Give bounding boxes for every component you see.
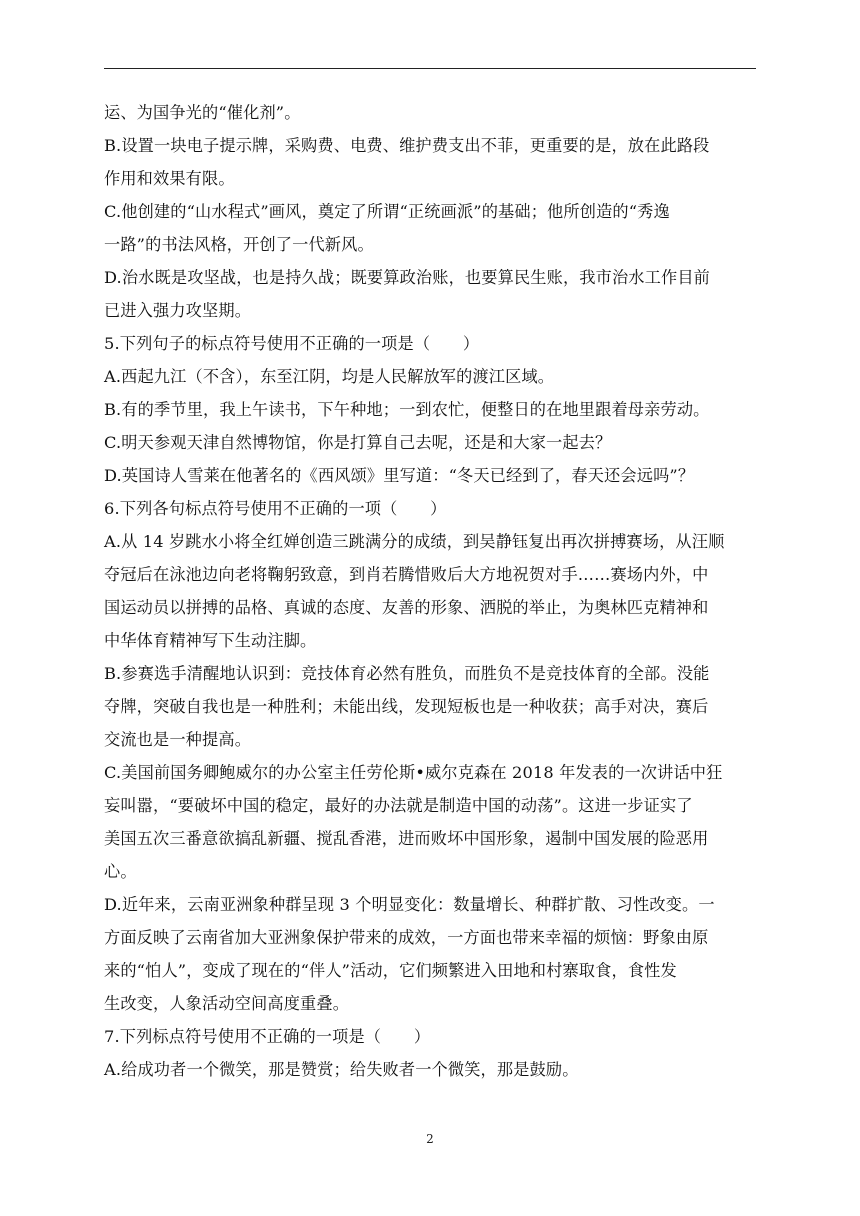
text-line: 国运动员以拼搏的品格、真诚的态度、友善的形象、洒脱的举止，为奥林匹克精神和 [104, 598, 709, 617]
question-5-option-a: A.西起九江（不含），东至江阴，均是人民解放军的渡江区域。 [104, 367, 555, 386]
text-line: 方面反映了云南省加大亚洲象保护带来的成效，一方面也带来幸福的烦恼：野象由原 [104, 928, 709, 947]
question-6-option-c: C.美国前国务卿鲍威尔的办公室主任劳伦斯•威尔克森在 2018 年发表的一次讲话中狂 [104, 763, 723, 782]
text-line: 中华体育精神写下生动注脚。 [104, 631, 317, 650]
text-line: 运、为国争光的“催化剂”。 [104, 103, 301, 122]
text-line: 交流也是一种提高。 [104, 730, 252, 749]
text-line: 来的“怕人”，变成了现在的“伴人”活动，它们频繁进入田地和村寨取食，食性发 [104, 961, 677, 980]
document-body [104, 96, 760, 1086]
question-6-option-d: D.近年来，云南亚洲象种群呈现 3 个明显变化：数量增长、种群扩散、习性改变。一 [104, 895, 715, 914]
text-line: 作用和效果有限。 [104, 169, 235, 188]
question-5-option-b: B.有的季节里，我上午读书，下午种地；一到农忙，便整日的在地里跟着母亲劳动。 [104, 400, 710, 419]
text-line: C.他创建的“山水程式”画风，奠定了所谓“正统画派”的基础；他所创造的“秀逸 [104, 202, 670, 221]
question-6-option-b: B.参赛选手清醒地认识到：竞技体育必然有胜负，而胜负不是竞技体育的全部。没能 [104, 664, 710, 683]
question-7-option-a: A.给成功者一个微笑，那是赞赏；给失败者一个微笑，那是鼓励。 [104, 1060, 579, 1079]
question-7-stem: 7.下列标点符号使用不正确的一项是（ ） [104, 1027, 431, 1046]
text-line: 生改变，人象活动空间高度重叠。 [104, 994, 350, 1013]
header-rule [104, 68, 756, 69]
text-line: B.设置一块电子提示牌，采购费、电费、维护费支出不菲，更重要的是，放在此路段 [104, 136, 710, 155]
text-line: D.治水既是攻坚战，也是持久战；既要算政治账，也要算民生账，我市治水工作目前 [104, 268, 710, 287]
page-number: 2 [426, 1132, 434, 1146]
question-5-option-c: C.明天参观天津自然博物馆，你是打算自己去呢，还是和大家一起去？ [104, 433, 612, 452]
text-line: 心。 [104, 862, 137, 881]
text-line: 美国五次三番意欲搞乱新疆、搅乱香港，进而败坏中国形象，遏制中国发展的险恶用 [104, 829, 709, 848]
question-5-stem: 5.下列句子的标点符号使用不正确的一项是（ ） [104, 334, 480, 353]
question-6-option-a: A.从 14 岁跳水小将全红婵创造三跳满分的成绩，到吴静钰复出再次拼搏赛场，从汪顺 [104, 532, 725, 551]
text-line: 一路”的书法风格，开创了一代新风。 [104, 235, 374, 254]
question-5-option-d: D.英国诗人雪莱在他著名的《西风颂》里写道：“冬天已经到了，春天还会远吗”？ [104, 466, 695, 485]
text-line: 已进入强力攻坚期。 [104, 301, 252, 320]
text-line: 妄叫嚣，“要破坏中国的稳定，最好的办法就是制造中国的动荡”。这进一步证实了 [104, 796, 693, 815]
text-line: 夺牌，突破自我也是一种胜利；未能出线，发现短板也是一种收获；高手对决，赛后 [104, 697, 709, 716]
question-6-stem: 6.下列各句标点符号使用不正确的一项（ ） [104, 499, 447, 518]
text-line: 夺冠后在泳池边向老将鞠躬致意，到肖若腾惜败后大方地祝贺对手……赛场内外，中 [104, 565, 709, 584]
